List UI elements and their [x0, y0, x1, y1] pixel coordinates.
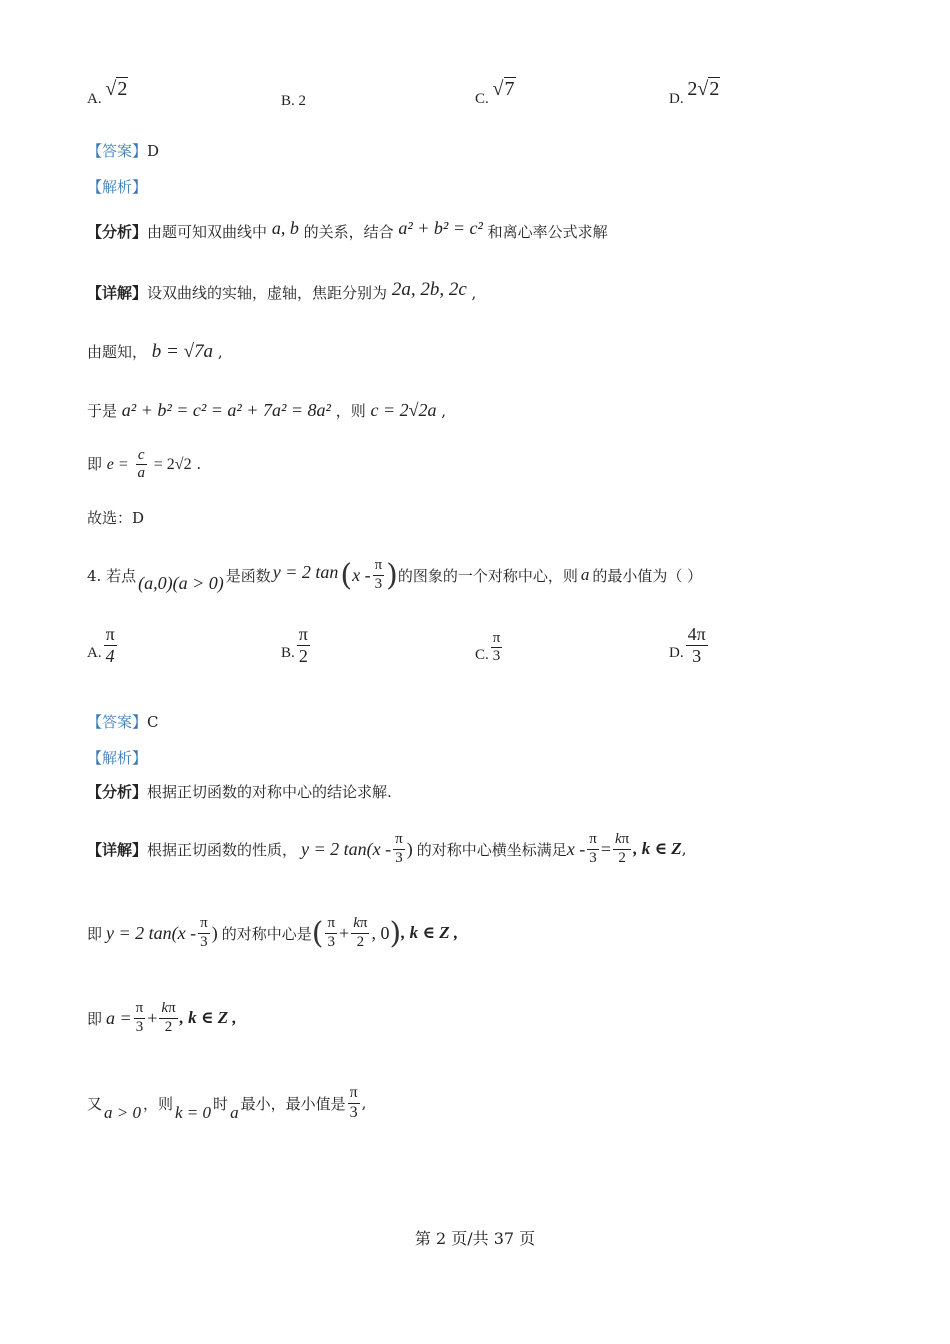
- q4-line-4: 又 a > 0 ，则 k = 0 时 a 最小，最小值是 $\frac{\pi}{3}$ ,: [87, 1084, 367, 1122]
- q4-answer: 【答案】C: [87, 713, 159, 731]
- q3-option-d: D. 2√2: [669, 78, 720, 107]
- q4-line-3: 即 a = $\frac{\pi}{3}$ + $\frac{k\pi}{2}$ , k ∈ Z ,: [87, 1000, 237, 1035]
- q3-option-c: C. √7: [475, 78, 515, 107]
- q3-option-a: A. √2: [87, 78, 128, 107]
- q3-analysis-tag: 【解析】: [87, 178, 148, 196]
- q4-option-c: C. $\frac{\pi}{3}$: [475, 630, 501, 665]
- q3-answer: 【答案】D: [87, 142, 160, 160]
- q3-line-3: 于是 a² + b² = c² = a² + 7a² = 8a² ，则 c = 2√2a ,: [87, 400, 447, 420]
- q4-option-d: D. $\frac{4\pi}{3}$: [669, 624, 706, 666]
- q3-choose: 故选：D: [87, 509, 145, 527]
- q4-option-b: B. $\frac{\pi}{2}$: [281, 624, 308, 666]
- q4-question: 4. 若点 (a,0)(a > 0) 是函数 y = 2 tan ( x - $\frac{\pi}{3}$ ) 的图象的一个对称中心，则 a 的最小值为（ ）: [87, 557, 703, 593]
- q4-detail: 【详解】 根据正切函数的性质， y = 2 tan(x - $\frac{\pi}{3}$ ) 的对称中心横坐标满足 x - $\frac{\pi}{3}$ = $\frac{k\pi}{2}$ , k ∈ Z ,: [87, 831, 687, 866]
- q4-line-2: 即 y = 2 tan(x - $\frac{\pi}{3}$ ) 的对称中心是 ( $\frac{\pi}{3}$ + $\frac{k\pi}{2}$ , 0 ) , k ∈ Z ,: [87, 915, 459, 951]
- q4-analysis: 【分析】根据正切函数的对称中心的结论求解.: [87, 783, 392, 801]
- q4-option-a: A. $\frac{\pi}{4}$: [87, 624, 115, 666]
- page-footer: 第 2 页/共 37 页: [414, 1229, 536, 1248]
- q4-analysis-tag: 【解析】: [87, 749, 148, 767]
- q3-detail: 【详解】设双曲线的实轴，虚轴，焦距分别为 2a, 2b, 2c ,: [87, 279, 477, 302]
- q3-line-4: 即 e = $\frac{c}{a}$ = 2√2 .: [87, 447, 202, 482]
- q3-analysis: 【分析】由题可知双曲线中 a, b 的关系，结合 a² + b² = c² 和离心率公式求解: [87, 218, 608, 241]
- q3-line-2: 由题知， b = √7a ,: [87, 341, 223, 362]
- q3-option-b: B. 2: [281, 93, 307, 109]
